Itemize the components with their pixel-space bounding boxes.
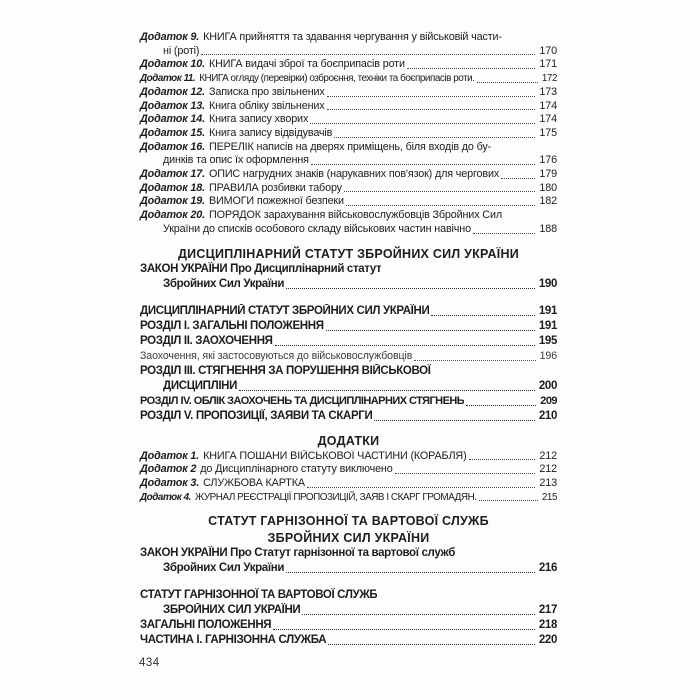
toc-entry-line [140,209,557,223]
entry-page-number: 200 [538,380,557,393]
entry-page-number: 220 [538,634,557,647]
entry-title: КНИГА ПОШАНИ ВІЙСЬКОВОЇ ЧАСТИНИ (КОРАБЛЯ) [203,449,467,462]
toc-entry-line [140,304,557,319]
entry-page-number: 216 [538,562,557,575]
dot-leader [328,644,535,645]
toc-entry [140,72,557,86]
toc-entry [140,31,557,58]
entry-title: ПРАВИЛА розбивки табору [208,181,342,194]
toc-entry [140,86,557,100]
entry-label: Додаток 19. [140,195,205,208]
dot-leader [273,629,535,630]
entry-label: Додаток 3. [140,476,200,489]
entry-page-number: 213 [539,476,557,489]
entry-label: Додаток 9. [140,31,200,43]
dot-leader [414,360,535,361]
toc-entry [140,209,557,236]
section-heading: ДИСЦИПЛІНАРНИЙ СТАТУТ ЗБРОЙНИХ СИЛ УКРАЇНИ [177,246,519,261]
toc-entry-line [140,491,557,505]
entry-title: РОЗДІЛ IV. ОБЛІК ЗАОХОЧЕНЬ ТА ДИСЦИПЛІНАРНИХ СТЯГНЕНЬ [140,395,465,408]
entry-title: ПЕРЕЛІК написів на дверях приміщень, біля входів до бу- [208,140,492,153]
entry-title: до Дисциплінарного статуту виключено [200,463,393,476]
toc-entry-line [140,477,557,491]
entry-title: Книга обліку звільнених [208,99,325,112]
table-of-contents [140,31,557,648]
toc-entry-line [140,168,557,182]
entry-title: ПОРЯДОК зарахування військовослужбовців Збройних Сил [208,209,502,222]
toc-entry [140,394,557,409]
entry-title: РОЗДІЛ І. ЗАГАЛЬНІ ПОЛОЖЕННЯ [140,320,324,333]
dot-leader [302,614,535,615]
entry-label: Додаток 10. [140,58,205,71]
toc-entry-continuation [140,154,557,168]
entry-title: ЗАКОН УКРАЇНИ Про Статут гарнізонної та вартової служб [140,547,456,560]
toc-entry-continuation [140,603,557,618]
entry-page-number: 174 [539,99,557,112]
toc-entry [140,349,557,364]
entry-title: КНИГА видачі зброї та боєприпасів роти [208,58,405,71]
dot-leader [201,54,535,55]
toc-entry-line [140,588,557,603]
entry-title: ЗАКОН УКРАЇНИ Про Дисциплінарний статут [140,263,382,276]
toc-entry-line [140,100,557,114]
entry-label: Додаток 11. [140,73,196,85]
dot-leader [344,191,535,192]
entry-label: Додаток 16. [140,140,205,153]
toc-entry [140,195,557,209]
toc-entry-line [140,72,557,86]
toc-entry-line [140,364,557,379]
entry-page-number: 172 [541,73,557,85]
toc-entry [140,463,557,477]
entry-page-number: 182 [539,195,557,208]
entry-page-number: 173 [539,85,557,98]
entry-page-number: 212 [539,463,557,476]
entry-title: ОПИС нагрудних знаків (нарукавних пов'язок) для чергових [208,168,500,181]
entry-title: ВИМОГИ пожежної безпеки [208,195,344,208]
entry-title: ЧАСТИНА І. ГАРНІЗОННА СЛУЖБА [140,634,327,647]
toc-entry [140,262,557,292]
dot-leader [327,96,536,97]
entry-page-number: 171 [539,58,557,71]
entry-page-number: 195 [538,335,557,348]
toc-entry-line [140,113,557,127]
entry-title: КНИГА прийняття та здавання чергування у військовій части- [203,31,502,43]
entry-title: Книга запису хворих [208,113,309,126]
entry-page-number: 191 [538,305,557,318]
dot-leader [479,500,538,501]
entry-title: РОЗДІЛ V. ПРОПОЗИЦІЇ, ЗАЯВИ ТА СКАРГИ [140,410,373,423]
toc-entry-line [140,195,557,209]
dot-leader [310,123,535,124]
toc-entry-line [140,633,557,648]
toc-entry-line [140,450,557,464]
entry-title-continued: ДИСЦИПЛІНИ [163,380,238,393]
toc-entry [140,409,557,424]
toc-entry-continuation [140,45,557,59]
toc-entry [140,588,557,618]
entry-title: ЖУРНАЛ РЕЄСТРАЦІЇ ПРОПОЗИЦІЙ, ЗАЯВ І СКАРГ ГРОМАДЯН. [194,491,477,503]
toc-entry-line [140,334,557,349]
entry-title: ДИСЦИПЛІНАРНИЙ СТАТУТ ЗБРОЙНИХ СИЛ УКРАЇНИ [140,305,430,318]
toc-entry-line [140,319,557,334]
dot-leader [326,330,535,331]
section-heading: ДОДАТКИ [317,434,380,449]
toc-entry [140,450,557,464]
entry-title: Записка про звільнених [208,85,325,98]
entry-title: ЗАГАЛЬНІ ПОЛОЖЕННЯ [140,619,272,632]
entry-label: Додаток 4. [140,491,191,503]
entry-page-number: 191 [538,320,557,333]
toc-entry-line [140,182,557,196]
entry-label: Додаток 15. [140,126,205,139]
entry-label: Додаток 18. [140,181,205,194]
entry-title: КНИГА огляду (перевірки) озброєння, техніки та боєприпасів роти. [199,73,475,85]
entry-page-number: 179 [539,168,557,181]
dot-leader [307,487,536,488]
entry-title: СЛУЖБОВА КАРТКА [203,476,305,489]
entry-page-number: 212 [539,449,557,462]
entry-page-number: 176 [539,154,557,167]
entry-title: РОЗДІЛ ІІ. ЗАОХОЧЕННЯ [140,335,273,348]
toc-entry-line [140,463,557,477]
toc-entry-line [140,262,557,277]
entry-title-continued: України до списків особового складу військових частин навічно [163,222,471,235]
toc-entry-line [140,58,557,72]
entry-title-continued: Збройних Сил України [163,278,285,291]
toc-entry-line [140,349,557,364]
entry-label: Додаток 20. [140,209,205,222]
toc-entry [140,477,557,491]
toc-entry [140,364,557,394]
section-heading: ЗБРОЙНИХ СИЛ УКРАЇНИ [267,530,430,545]
toc-entry-continuation [140,223,557,237]
entry-page-number: 210 [538,410,557,423]
toc-entry-line [140,127,557,141]
dot-leader [374,420,534,421]
toc-entry [140,141,557,168]
toc-entry-line [140,31,557,45]
entry-title-continued: ні (роті) [163,44,200,57]
toc-entry-line [140,618,557,633]
toc-entry [140,113,557,127]
dot-leader [334,137,535,138]
toc-entry-line [140,394,557,409]
toc-entry-continuation [140,277,557,292]
toc-entry-line [140,141,557,155]
entry-page-number: 188 [539,222,557,235]
entry-title: Книга запису відвідувачів [208,126,333,139]
toc-entry [140,491,557,505]
toc-entry-line [140,86,557,100]
entry-page-number: 175 [539,126,557,139]
entry-label: Додаток 14. [140,113,205,126]
dot-leader [431,315,534,316]
entry-title: СТАТУТ ГАРНІЗОННОЇ ТА ВАРТОВОЇ СЛУЖБ [140,589,378,602]
dot-leader [501,178,535,179]
entry-page-number: 174 [539,113,557,126]
toc-entry-line [140,409,557,424]
dot-leader [346,205,536,206]
section-heading: СТАТУТ ГАРНІЗОННОЇ ТА ВАРТОВОЇ СЛУЖБ [208,514,489,529]
entry-page-number: 217 [538,604,557,617]
entry-page-number: 215 [541,491,557,503]
entry-title: Заохочення, які застосовуються до військовослужбовців [140,350,413,363]
entry-label: Додаток 17. [140,168,205,181]
dot-leader [286,288,535,289]
entry-page-number: 196 [539,350,557,363]
dot-leader [469,459,536,460]
entry-title: РОЗДІЛ ІІІ. СТЯГНЕННЯ ЗА ПОРУШЕННЯ ВІЙСЬКОВОЇ [140,365,431,378]
entry-title-continued: Збройних Сил України [163,562,285,575]
toc-entry [140,182,557,196]
entry-label: Додаток 2 [140,463,197,476]
dot-leader [286,572,535,573]
toc-entry [140,100,557,114]
entry-page-number: 170 [539,44,557,57]
dot-leader [311,164,536,165]
dot-leader [473,233,535,234]
entry-label: Додаток 13. [140,99,205,112]
toc-entry-continuation [140,561,557,576]
toc-entry-line [140,546,557,561]
entry-title-continued: ЗБРОЙНИХ СИЛ УКРАЇНИ [163,604,301,617]
toc-entry [140,58,557,72]
entry-page-number: 209 [540,395,557,408]
toc-entry-continuation [140,379,557,394]
dot-leader [327,109,536,110]
entry-page-number: 180 [539,181,557,194]
toc-entry [140,334,557,349]
entry-label: Додаток 1. [140,449,200,462]
toc-entry [140,304,557,319]
page-number: 434 [139,657,160,669]
toc-entry [140,546,557,576]
entry-page-number: 218 [538,619,557,632]
toc-entry [140,127,557,141]
toc-entry [140,618,557,633]
entry-page-number: 190 [538,278,557,291]
toc-entry [140,319,557,334]
dot-leader [239,390,535,391]
dot-leader [477,82,538,83]
entry-label: Додаток 12. [140,85,205,98]
dot-leader [395,473,536,474]
toc-entry [140,168,557,182]
entry-title-continued: динків та опис їх оформлення [163,154,309,167]
dot-leader [407,68,536,69]
dot-leader [275,345,535,346]
toc-entry [140,633,557,648]
dot-leader [466,405,536,406]
